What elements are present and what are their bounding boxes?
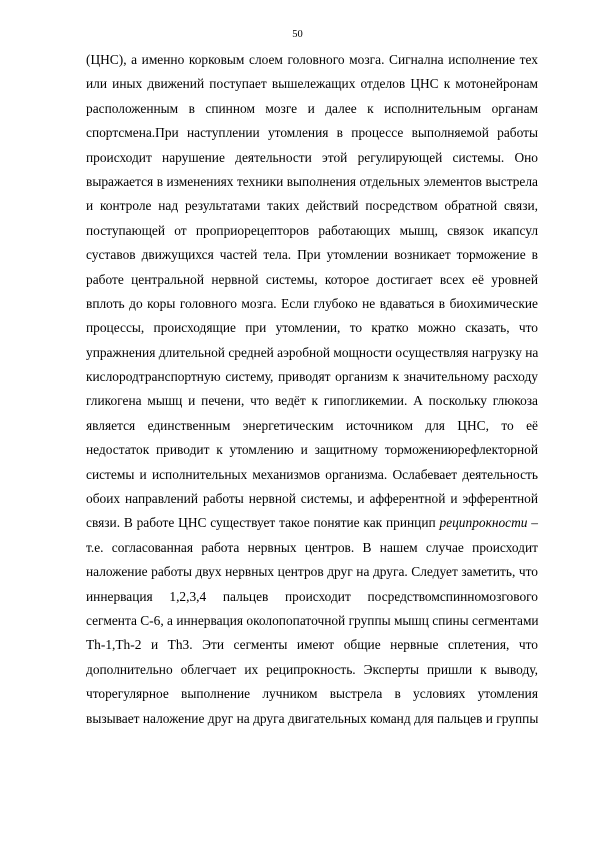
text-line: или иных движений поступает вышележащих отделов ЦНС к мотонейронам [86,76,538,92]
text-line-with-italic [86,511,538,535]
text-line: поступающей от проприорецепторов работающих мышц, связок икапсул [86,222,538,238]
text-line: сегмента С-6, а иннервация околопопаточной группы мышц спины сегментами [86,612,539,628]
text-line: кислородтранспортную систему, приводят организм к значительному расходу [86,369,538,385]
text-line: Th-1,Th-2 и Th3. Эти сегменты имеют общие нервные сплетения, что [86,637,538,653]
text-line: спортсмена.При наступлении утомления в процессе выполняемой работы [86,125,538,141]
text-line: дополнительно облегчает их реципрокность. Эксперты пришли к выводу, [86,661,538,677]
text-segment: – [527,515,538,531]
text-line: обоих направлений работы нервной системы, и афферентной и эфферентной [86,491,538,507]
text-line: является единственным энергетическим источником для ЦНС, то её [86,417,538,433]
italic-term: реципрокности [439,515,528,531]
text-line: выражается в изменениях техники выполнения отдельных элементов выстрела [86,173,538,189]
text-line: суставов движущихся частей тела. При утомлении возникает торможение в [86,247,538,263]
text-line: вплоть до коры головного мозга. Если глубоко не вдаваться в биохимические [86,295,538,311]
text-line: процессы, происходящие при утомлении, то кратко можно сказать, что [86,320,538,336]
text-line: вызывает наложение друг на друга двигательных команд для пальцев и группы [86,710,539,726]
text-line: работе центральной нервной системы, которое достигает всех её уровней [86,271,538,287]
text-line: системы и исполнительных механизмов организма. Ослабевает деятельность [86,466,538,482]
page-number: 50 [292,29,303,40]
text-segment: связи. В работе ЦНС существует такое понятие как принцип [86,515,440,531]
text-line: чторегулярное выполнение лучником выстрела в условиях утомления [86,686,538,702]
text-line: т.е. согласованная работа нервных центров. В нашем случае происходит [86,539,538,555]
text-line: (ЦНС), а именно корковым слоем головного мозга. Сигнална исполнение тех [86,52,538,67]
text-line: иннервация 1,2,3,4 пальцев происходит посредствомспинномозгового [86,588,538,604]
text-line: гликогена мышц и печени, что ведёт к гипогликемии. А поскольку глюкоза [86,393,538,409]
text-line: и контроле над результатами таких действий посредством обратной связи, [86,198,538,214]
text-line: расположенным в спинном мозге и далее к исполнительным органам [86,100,538,116]
text-line: недостаток приводит к утомлению и защитному торможениюрефлекторной [86,442,538,458]
body-text [86,48,538,731]
text-line: упражнения длительной средней аэробной мощности осуществляя нагрузку на [86,344,539,360]
text-line: происходит нарушение деятельности этой регулирующей системы. Оно [86,149,538,165]
text-line: наложение работы двух нервных центров друг на друга. Следует заметить, что [86,564,538,580]
